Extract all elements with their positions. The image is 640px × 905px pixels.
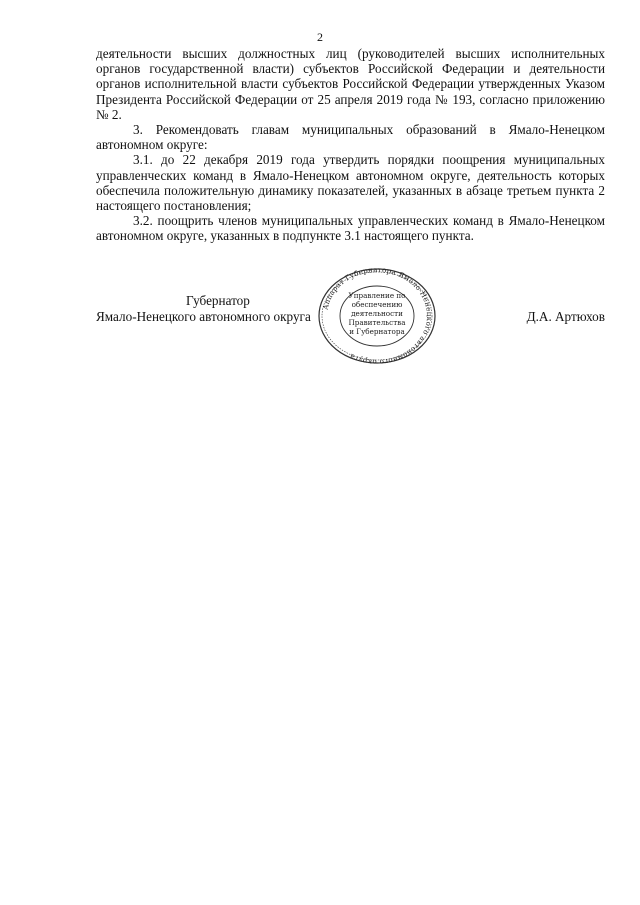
paragraph-item-3-1: 3.1. до 22 декабря 2019 года утвердить порядки поощрения муниципальных управленческих команд в Ямало-Ненецком автономном округе, деятельность которых обеспечила положительную динамику показателей, указанных в абзаце третьем пункта 2 настоящего постановления; bbox=[96, 152, 605, 214]
paragraph-item-3: 3. Рекомендовать главам муниципальных образований в Ямало-Ненецком автономном округе: bbox=[96, 122, 605, 153]
seal-line-5: и Губернатора bbox=[349, 327, 405, 336]
seal-line-2: обеспечению bbox=[351, 300, 403, 309]
seal-ring-text: Аппарат Губернатора Ямало-Ненецкого автономного округа bbox=[321, 266, 434, 366]
signatory-title-line-2: Ямало-Ненецкого автономного округа bbox=[96, 309, 311, 324]
signatory-name: Д.А. Артюхов bbox=[526, 309, 605, 324]
page-number: 2 bbox=[317, 30, 323, 44]
official-seal-stamp bbox=[314, 266, 440, 366]
seal-line-3: деятельности bbox=[351, 309, 403, 318]
paragraph-continuation: деятельности высших должностных лиц (руководителей высших исполнительных органов государственной власти) субъектов Российской Федерации и деятельности органов исполнительной власти субъектов Российской Федерации утвержденных Указом Президента Российской Федерации от 25 апреля 2019 года № 193, согласно приложению № 2. bbox=[96, 46, 605, 122]
seal-line-4: Правительства bbox=[348, 318, 406, 327]
seal-line-1: Управление по bbox=[348, 291, 406, 300]
seal-graphic bbox=[314, 266, 440, 366]
paragraph-item-3-2: 3.2. поощрить членов муниципальных управленческих команд в Ямало-Ненецком автономном округе, указанных в подпункте 3.1 настоящего пункта. bbox=[96, 213, 605, 244]
document-body bbox=[96, 46, 605, 244]
signatory-title-line-1: Губернатор bbox=[186, 293, 250, 308]
